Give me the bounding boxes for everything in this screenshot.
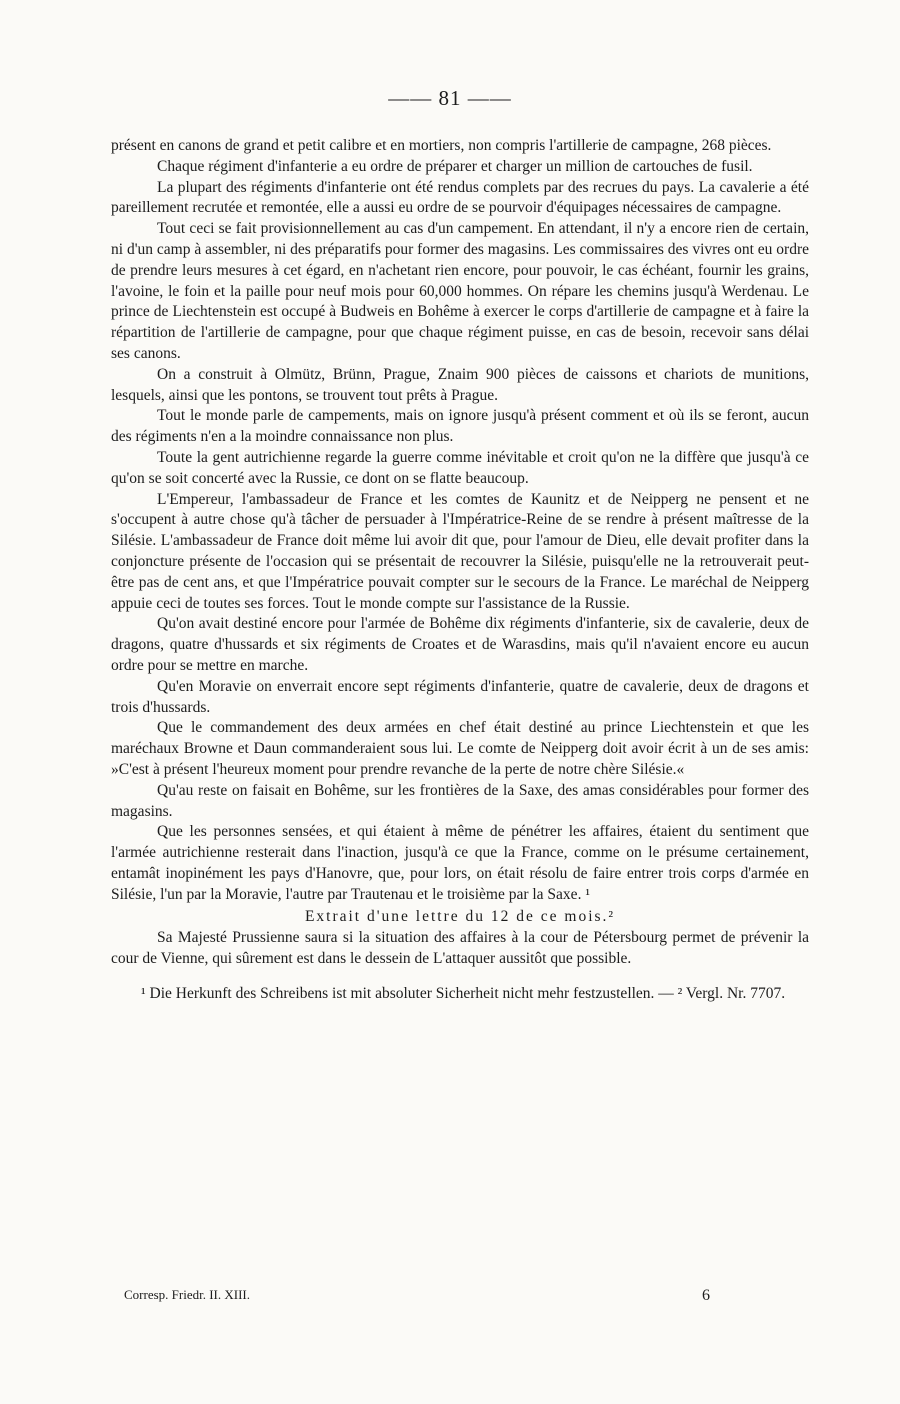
paragraph: Toute la gent autrichienne regarde la guerre comme inévitable et croit qu'on ne la diffère que jusqu'à ce qu'on se soit concerté avec la Russie, ce dont on se flatte beaucoup.: [111, 448, 809, 487]
paragraph: Tout ceci se fait provisionnellement au cas d'un campement. En attendant, il n'y a encore rien de certain, ni d'un camp à assembler, ni des préparatifs pour former des magasins. Les commissaires des vivres ont eu ordre de prendre leurs mesures à cet égard, en n'achetant rien encore, pour pouvoir, le cas échéant, fournir les grains, l'avoine, le foin et la paille pour neuf mois pour 60,000 hommes. On répare les chemins jusqu'à Werdenau. Le prince de Liechtenstein est occupé à Budweis en Bohême à exercer le corps d'artillerie de campagne et à faire la répartition de l'artillerie de campagne, pour que chaque régiment puisse, en cas de besoin, recevoir sans délai ses canons.: [111, 220, 809, 362]
paragraph: présent en canons de grand et petit calibre et en mortiers, non compris l'artillerie de campagne, 268 pièces.: [111, 137, 772, 154]
paragraph: La plupart des régiments d'infanterie ont été rendus complets par des recrues du pays. La cavalerie a été pareillement recrutée et remontée, elle a aussi eu ordre de se pourvoir d'équipages nécessaires de campagne.: [111, 178, 809, 217]
paragraph: Que les personnes sensées, et qui étaient à même de pénétrer les affaires, étaient du sentiment que l'armée autrichienne resterait dans l'inaction, jusqu'à ce que la France, comme on le présume certainement, entamât inopinément les pays d'Hanovre, que, pour lors, on était résolu de faire entrer trois corps d'armée en Silésie, l'un par la Moravie, l'autre par Trautenau et le troisième par la Saxe. ¹: [111, 823, 809, 903]
paragraph: Chaque régiment d'infanterie a eu ordre de préparer et charger un million de cartouches de fusil.: [157, 157, 753, 175]
paragraph: Qu'on avait destiné encore pour l'armée de Bohême dix régiments d'infanterie, six de cavalerie, deux de dragons, quatre d'hussards et six régiments de Croates et de Warasdins, mais qu'il n'avaient encore eu aucun ordre pour se mettre en marche.: [111, 615, 809, 674]
paragraph: L'Empereur, l'ambassadeur de France et les comtes de Kaunitz et de Neipperg ne pensent et ne s'occupent à autre chose qu'à tâcher de persuader à l'Impératrice-Reine de se rendre à présent maîtresse de la Silésie. L'ambassadeur de France doit même lui avoir dit que, pour l'amour de Dieu, elle devait profiter dans la conjoncture présente de l'occasion qui se présentait de recouvrer la Silésie, puisqu'elle ne la retrouverait peut-être pas de cent ans, et que l'Impératrice pouvait compter sur le secours de la France. Le maréchal de Neipperg appuie ceci de toutes ses forces. Tout le monde compte sur l'assistance de la Russie.: [111, 490, 809, 612]
footnote: ¹ Die Herkunft des Schreibens ist mit absoluter Sicherheit nicht mehr festzustellen. — ² Vergl. Nr. 7707.: [141, 984, 786, 1002]
paragraph: On a construit à Olmütz, Brünn, Prague, Znaim 900 pièces de caissons et chariots de munitions, lesquels, ainsi que les pontons, se trouvent tout prêts à Prague.: [111, 365, 809, 404]
paragraph: Tout le monde parle de campements, mais on ignore jusqu'à présent comment et où ils se feront, aucun des régiments n'en a la moindre connaissance non plus.: [111, 407, 809, 446]
paragraph: Qu'au reste on faisait en Bohême, sur les frontières de la Saxe, des amas considérables pour former des magasins.: [111, 781, 809, 820]
paragraph: Qu'en Moravie on enverrait encore sept régiments d'infanterie, quatre de cavalerie, deux de dragons et trois d'hussards.: [111, 677, 809, 716]
footer-signature: Corresp. Friedr. II. XIII.: [124, 1287, 250, 1302]
page-footer: [124, 1287, 710, 1305]
sheet-number: 6: [702, 1287, 710, 1304]
extract-paragraph: Sa Majesté Prussienne saura si la situation des affaires à la cour de Pétersbourg permet de prévenir la cour de Vienne, qui sûrement est dans le dessein de L'attaquer aussitôt que possible.: [111, 929, 809, 968]
page-number: —— 81 ——: [388, 86, 512, 110]
extract-heading: Extrait d'une lettre du 12 de ce mois.²: [304, 908, 616, 926]
paragraph: Que le commandement des deux armées en chef était destiné au prince Liechtenstein et que les maréchaux Browne et Daun commanderaient sous lui. Le comte de Neipperg doit avoir écrit à un de ses amis: »C'est à présent l'heureux moment pour prendre revanche de la perte de notre chère Silésie.«: [111, 719, 809, 778]
body-text: [111, 136, 809, 1005]
